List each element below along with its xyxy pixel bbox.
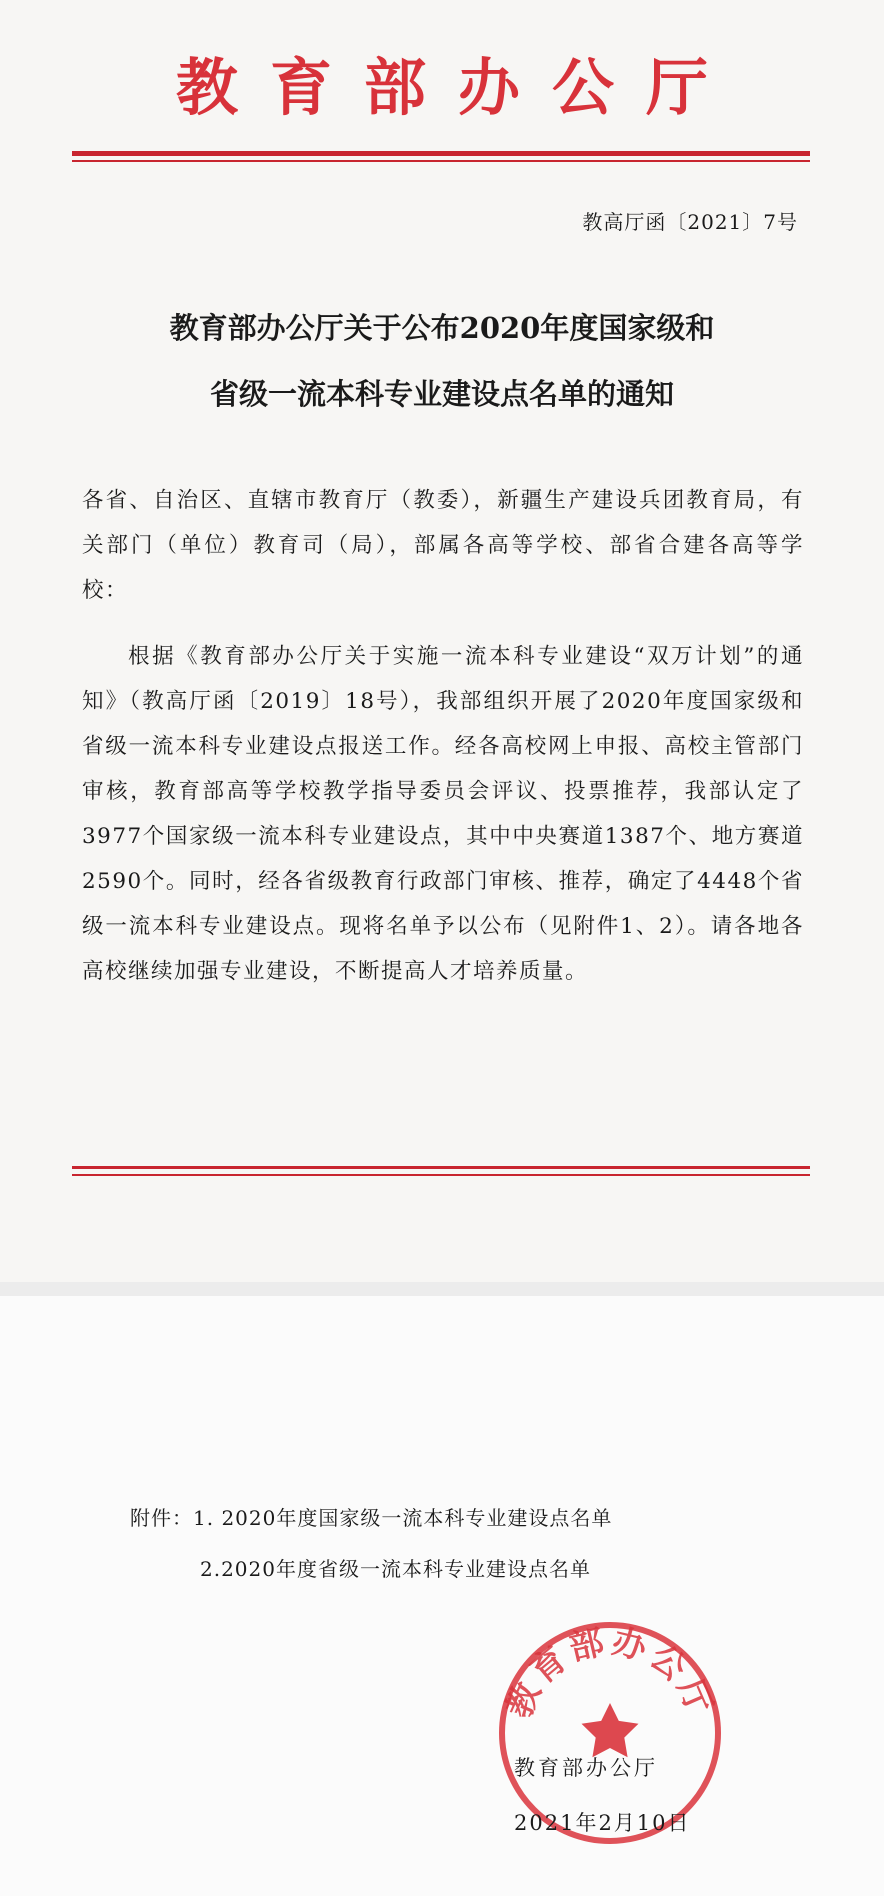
document-title-line-2: 省级一流本科专业建设点名单的通知 <box>209 377 674 411</box>
document-page-2 <box>0 1296 884 1896</box>
issue-date: 2021年2月10日 <box>514 1811 691 1835</box>
document-title-line-1: 教育部办公厅关于公布2020年度国家级和 <box>169 311 715 345</box>
attachment-item-2: 2.2020年度省级一流本科专业建设点名单 <box>200 1557 591 1581</box>
red-rule-top-thin <box>72 160 810 162</box>
masthead-org-name: 教育部办公厅 <box>175 51 740 124</box>
document-number: 教高厅函〔2021〕7号 <box>582 210 798 234</box>
red-rule-bottom-thick <box>72 1166 810 1169</box>
document-title <box>0 295 884 427</box>
red-rule-top-thick <box>72 151 810 156</box>
salutation: 各省、自治区、直辖市教育厅（教委），新疆生产建设兵团教育局，有关部门（单位）教育司（局），部属各高等学校、部省合建各高等学校： <box>82 488 804 603</box>
seal-arc-text: 教育部办公厅 <box>498 1621 722 1724</box>
seal-star-icon <box>582 1703 639 1757</box>
page-separator <box>0 1282 884 1296</box>
attachment-item-1: 附件：1. 2020年度国家级一流本科专业建设点名单 <box>130 1506 613 1530</box>
red-rule-bottom-thin <box>72 1174 810 1176</box>
body-paragraph: 根据《教育部办公厅关于实施一流本科专业建设“双万计划”的通知》（教高厅函〔2019〕18号），我部组织开展了2020年度国家级和省级一流本科专业建设点报送工作。经各高校网上申报、高校主管部门审核，教育部高等学校教学指导委员会评议、投票推荐，我部认定了3977个国家级一流本科专业建设点，其中中央赛道1387个、地方赛道2590个。同时，经各省级教育行政部门审核、推荐，确定了4448个省级一流本科专业建设点。现将名单予以公布（见附件1、2）。请各地各高校继续加强专业建设，不断提高人才培养质量。 <box>82 644 804 984</box>
issuer-name: 教育部办公厅 <box>514 1756 658 1780</box>
